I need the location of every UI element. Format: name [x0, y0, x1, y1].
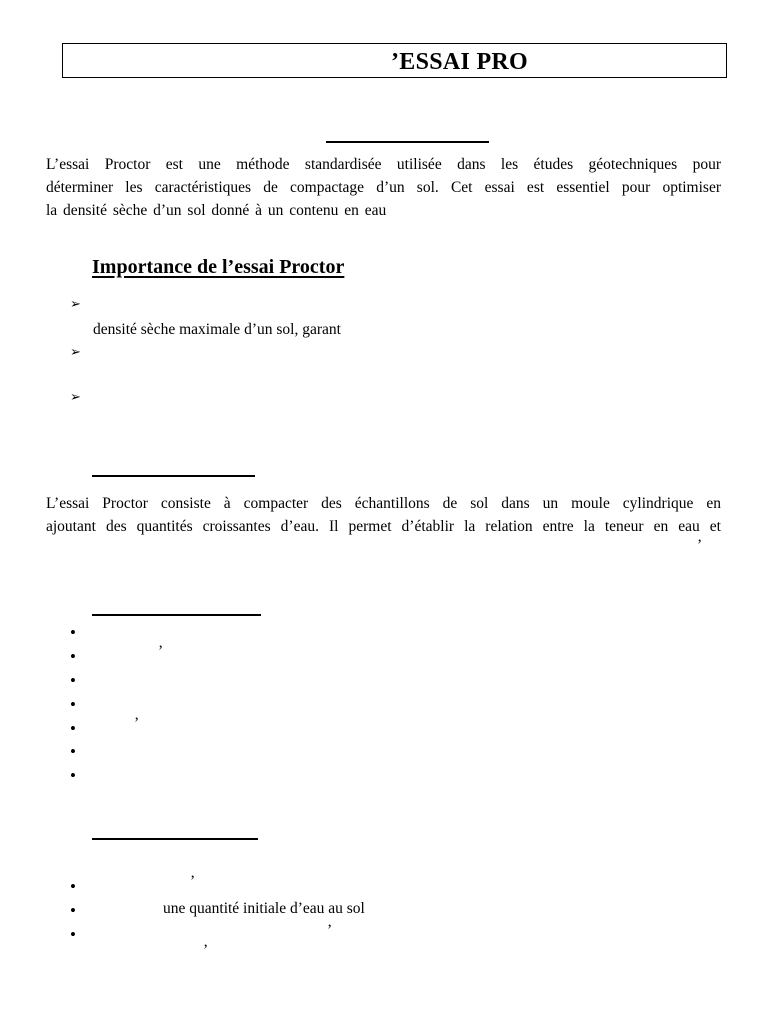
bullet-icon: •: [70, 671, 76, 690]
importance-heading: Importance de l’essai Proctor: [92, 256, 345, 278]
section-heading-rule-equipment: [92, 614, 261, 616]
bullet-icon: •: [70, 623, 76, 642]
equipment-item-5-mark: ’: [134, 715, 140, 732]
importance-item-1-text: densité sèche maximale d’un sol, garant: [93, 321, 341, 338]
section-heading-rule-intro: [326, 141, 489, 143]
procedure-item-3-mark-2: ’: [203, 942, 209, 959]
principle-line-2: ajoutant des quantités croissantes d’eau. Il permet d’établir la relation entre la teneur en eau et: [46, 518, 721, 535]
document-title: ’ESSAI PRO: [391, 49, 529, 75]
arrow-bullet-icon: ➢: [70, 296, 81, 311]
section-heading-rule-procedure: [92, 838, 258, 840]
bullet-icon: •: [70, 925, 76, 944]
principle-paragraph: [46, 492, 721, 538]
bullet-icon: •: [70, 647, 76, 666]
bullet-icon: •: [70, 766, 76, 785]
bullet-icon: •: [70, 719, 76, 738]
procedure-item-2-text: une quantité initiale d’eau au sol: [163, 900, 365, 917]
principle-line-1: L’essai Proctor consiste à compacter des échantillons de sol dans un moule cylindrique en: [46, 495, 721, 512]
bullet-icon: •: [70, 877, 76, 896]
intro-paragraph: [46, 153, 721, 222]
section-heading-rule-principle: [92, 475, 255, 477]
bullet-icon: •: [70, 901, 76, 920]
bullet-icon: •: [70, 742, 76, 761]
intro-line-3: la densité sèche d’un sol donné à un contenu en eau: [46, 202, 387, 219]
title-box: [62, 43, 727, 78]
equipment-item-2-mark: ’: [158, 643, 164, 660]
arrow-bullet-icon: ➢: [70, 389, 81, 404]
procedure-item-3-mark: ’: [327, 922, 333, 939]
principle-trailing-mark: ’: [697, 537, 703, 554]
bullet-icon: •: [70, 695, 76, 714]
intro-line-1: L’essai Proctor est une méthode standardisée utilisée dans les études géotechniques pour: [46, 156, 721, 173]
intro-line-2: déterminer les caractéristiques de compactage d’un sol. Cet essai est essentiel pour optimiser: [46, 179, 721, 196]
arrow-bullet-icon: ➢: [70, 344, 81, 359]
procedure-item-1-mark: ’: [190, 873, 196, 890]
